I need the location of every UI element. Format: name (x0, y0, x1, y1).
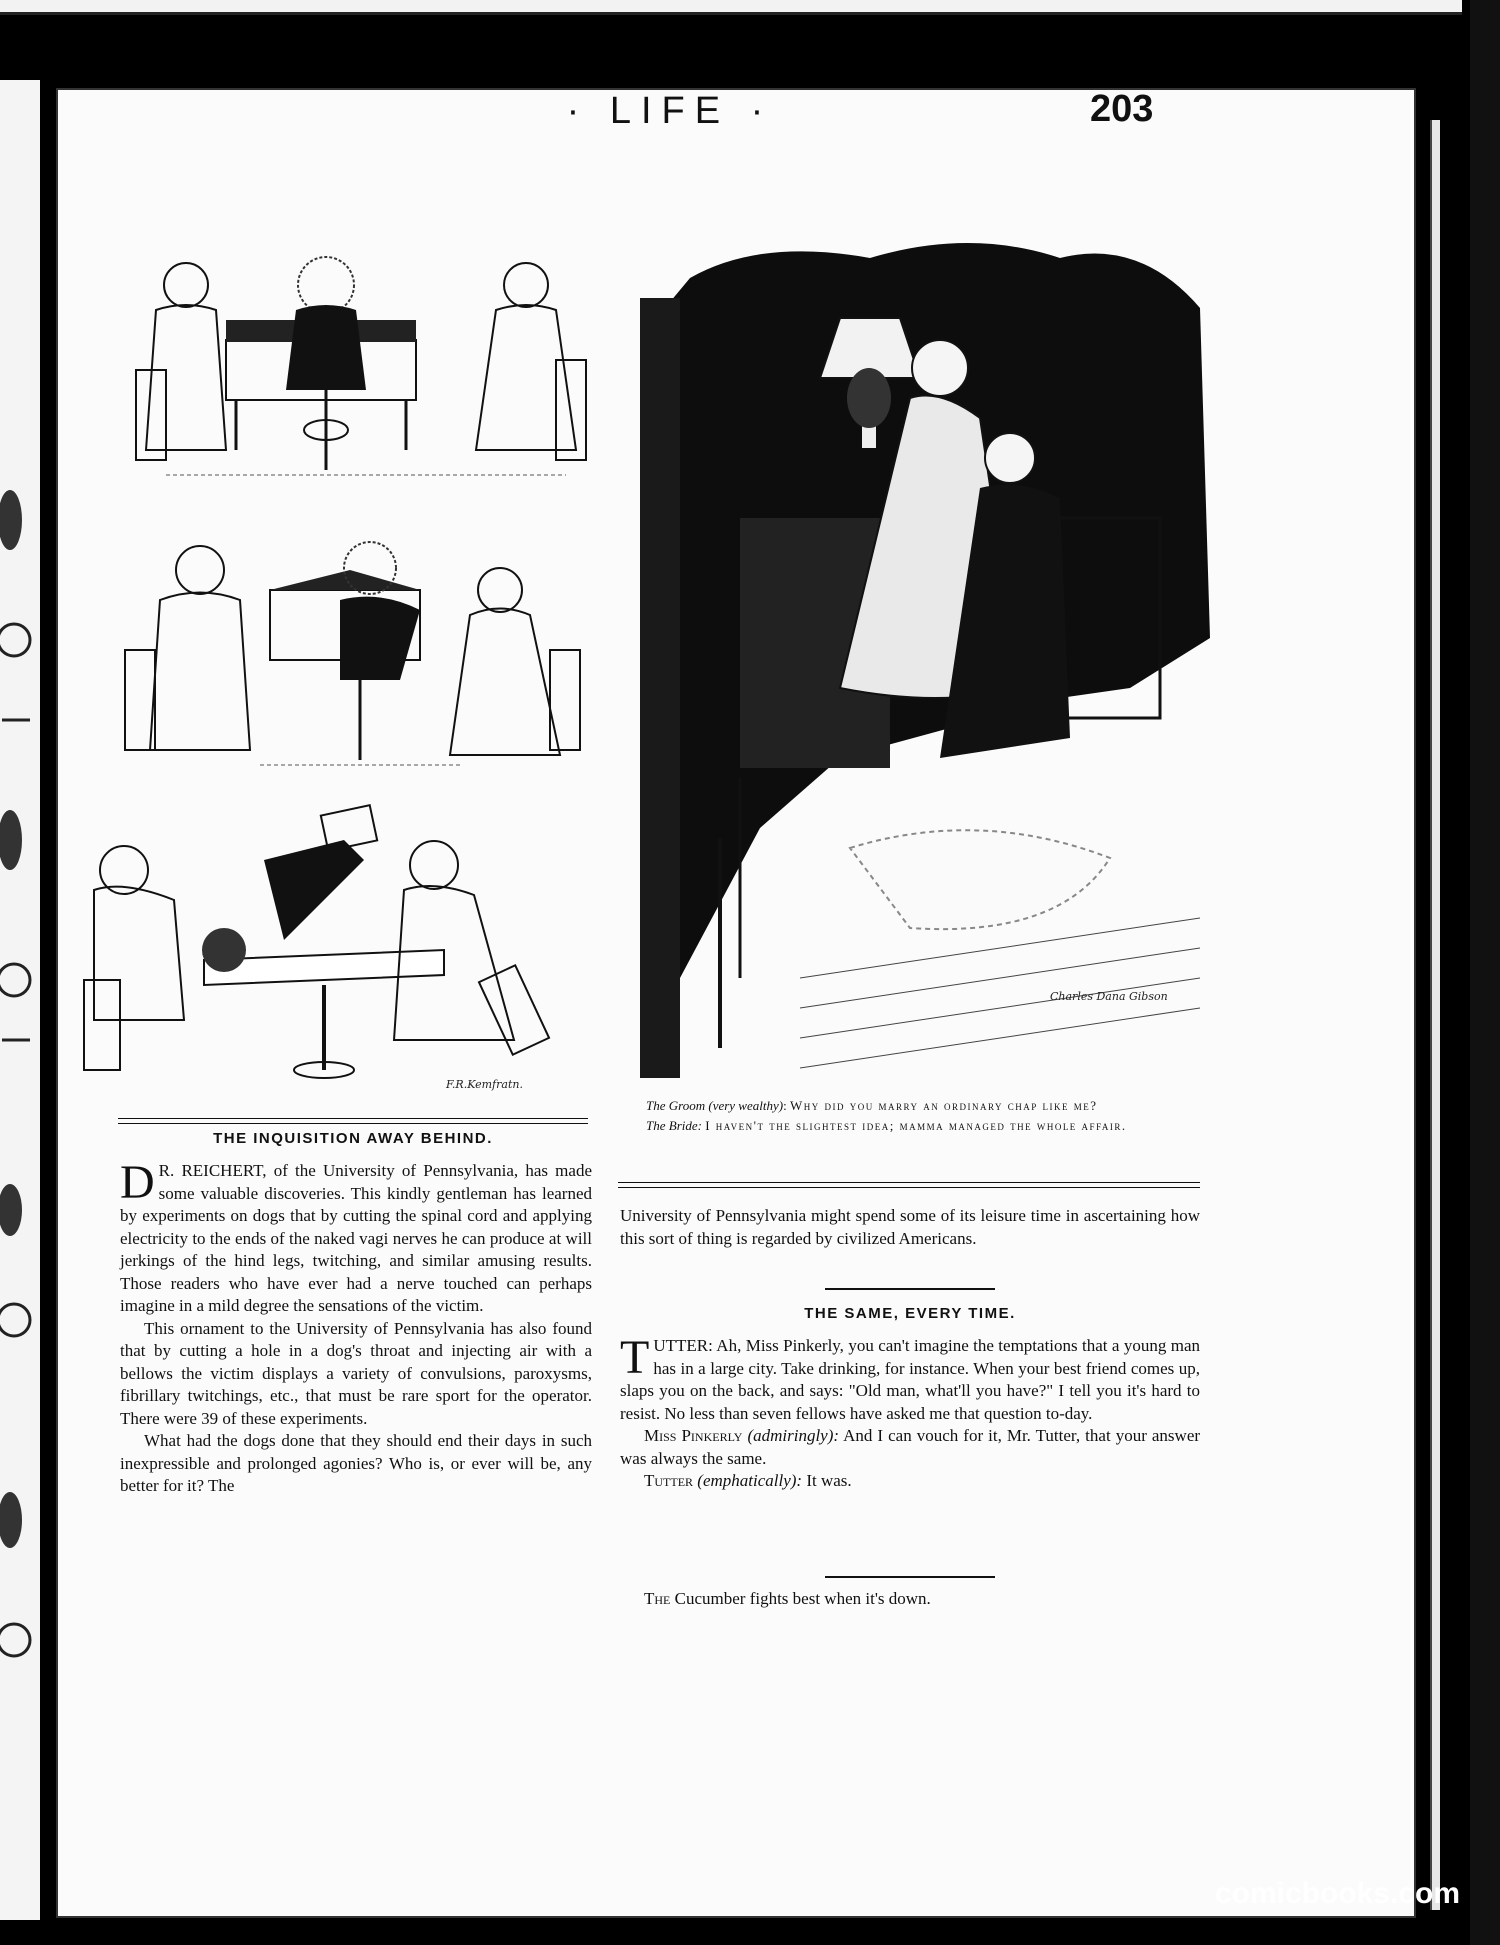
article-divider-1 (825, 1288, 995, 1290)
article-1-paragraph-2: This ornament to the University of Pennsylvania has also found that by cutting a hole in a dog's throat and injecting air with a bellows the victim displays a variety of convulsions, paroxysms, fibrillary twitchings, etc., that must be rare sport for the operator. There were 39 of these experiments. (120, 1318, 592, 1428)
article-column-left (120, 1156, 592, 1498)
article-divider-2 (825, 1576, 995, 1578)
article-1-paragraph-3: What had the dogs done that they should end their days in such inexpressible and prolonged agonies? Who is, or ever will be, any better for it? The (120, 1431, 592, 1495)
article-2-aside-admiringly: (admiringly): (747, 1426, 840, 1445)
watermark-text: comicbooks.com (1214, 1877, 1460, 1910)
illustration-caption: The Groom (very wealthy): Why did you marry an ordinary chap like me? The Bride: I haven't the slightest idea; mamma managed the whole affair. (646, 1098, 1127, 1133)
illustration-panel-1 (126, 250, 596, 490)
article-2-speaker-tutter: UTTER: (653, 1336, 713, 1355)
article-2-paragraph-1: Ah, Miss Pinkerly, you can't imagine the temptations that a young man has in a large city. Take drinking, for instance. When your best friend comes up, slaps you on the back, and says: "Old man, what'll you have?" I tell you it's hard to resist. No less than seven fellows have asked me that question to-day. (620, 1336, 1201, 1423)
caption-groom-line: Why did you marry an ordinary chap like me? (789, 1098, 1098, 1113)
caption-groom-aside: (very wealthy) (708, 1098, 784, 1113)
article-1-paragraph-1: R. REICHERT, of the University of Pennsylvania, has made some valuable discoveries. This kindly gentleman has learned by experiments on dogs that by cutting the spinal cord and applying electricity to the ends of the naked vagi nerves he can produce at will jerkings of the hind legs, twitching, and similar amusing results. Those readers who have ever had a nerve touched can perhaps imagine in a mild degree the sensations of the victim. (120, 1161, 592, 1315)
article-column-right-continuation (620, 1205, 1200, 1250)
artist-signature-1: F.R.Kemfratn. (446, 1078, 523, 1091)
article-2-speaker-pinkerly: Miss Pinkerly (644, 1426, 743, 1445)
section-rule-left (118, 1118, 588, 1124)
piano-scene-icon (126, 250, 596, 490)
piano-scene-icon (120, 530, 590, 775)
article-2-aside-emphatically: (emphatically): (697, 1471, 803, 1490)
dropcap-d: D (120, 1156, 155, 1209)
adjacent-page-left (0, 80, 40, 1920)
caption-bride-speaker: The Bride: (646, 1118, 702, 1133)
article-2-body (620, 1331, 1201, 1493)
filler-quip (620, 1588, 1200, 1611)
illustration-panel-2 (120, 530, 590, 775)
scan-border-right (1470, 0, 1500, 1945)
masthead-title: · LIFE · (566, 90, 774, 132)
artist-signature-2: Charles Dana Gibson (1050, 990, 1168, 1003)
article-heading-inquisition: THE INQUISITION AWAY BEHIND. (213, 1130, 493, 1147)
article-1-paragraph-4: University of Pennsylvania might spend some of its leisure time in ascertaining how this sort of thing is regarded by civilized Americans. (620, 1206, 1200, 1248)
article-2-speaker-tutter-2: Tutter (644, 1471, 694, 1490)
filler-lead: The (644, 1589, 671, 1608)
page-edge (1430, 120, 1440, 1910)
illustration-couple (640, 218, 1220, 1083)
article-2-paragraph-2: And I can vouch for it, Mr. Tutter, that your answer was always the same. (620, 1426, 1201, 1468)
adjacent-illustration-fragments-icon (0, 80, 40, 1920)
article-2-paragraph-3: It was. (806, 1471, 852, 1490)
illustration-panel-3 (64, 800, 569, 1090)
piano-collapse-icon (64, 800, 569, 1090)
adjacent-page-top (0, 0, 1462, 15)
dropcap-t: T (620, 1331, 650, 1384)
caption-bride-line: I haven't the slightest idea; mamma managed the whole affair. (705, 1118, 1127, 1133)
couple-by-lamp-icon (640, 218, 1220, 1083)
page-number: 203 (1090, 88, 1154, 130)
caption-groom-speaker: The Groom (646, 1098, 706, 1113)
filler-text: Cucumber fights best when it's down. (674, 1589, 931, 1608)
article-heading-same-every-time: THE SAME, EVERY TIME. (804, 1305, 1016, 1322)
section-rule-right (618, 1182, 1200, 1188)
